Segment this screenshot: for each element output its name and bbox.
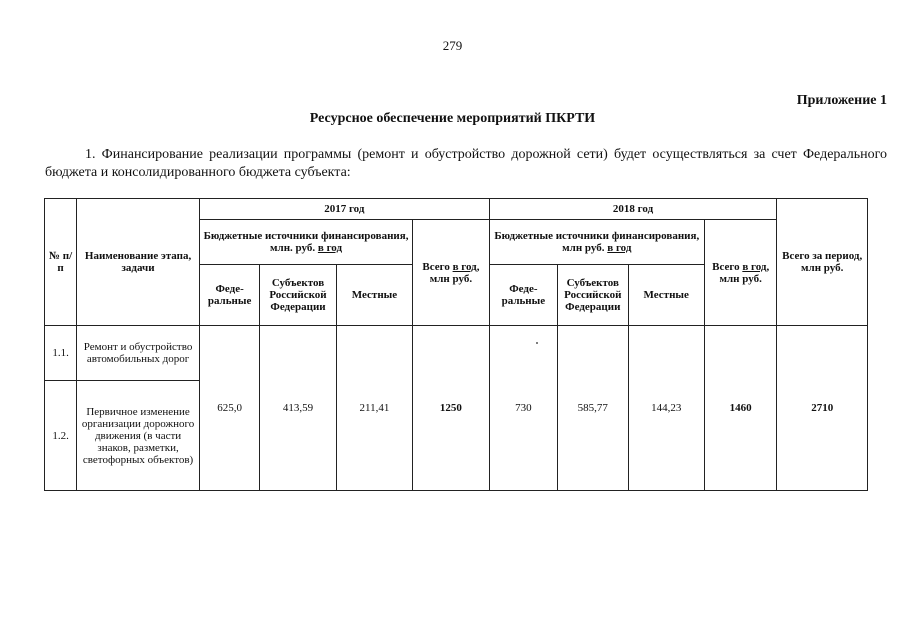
total-2017-unit: млн руб. bbox=[429, 272, 473, 285]
financing-table bbox=[44, 198, 868, 491]
sources-2017-in-year: в год bbox=[317, 242, 343, 254]
col-header-subjects-2018: Субъектов Российской Федерации bbox=[558, 265, 628, 326]
total-2018-prefix: Всего bbox=[712, 260, 740, 273]
sources-2017-text: Бюджетные источники финансирования, млн. руб. bbox=[203, 230, 409, 254]
row-num: 1.2. bbox=[45, 381, 77, 491]
header-row-years bbox=[45, 199, 868, 220]
cell-total-2018: 1460 bbox=[704, 326, 776, 491]
col-header-year-2017: 2017 год bbox=[199, 199, 489, 220]
appendix-label: Приложение 1 bbox=[796, 93, 887, 108]
cell-total-2017: 1250 bbox=[413, 326, 489, 491]
table-row bbox=[45, 326, 868, 381]
total-2018-unit: млн руб. bbox=[719, 272, 762, 285]
sources-2018-in-year: в год bbox=[607, 242, 632, 254]
col-header-local-2017: Местные bbox=[336, 265, 412, 326]
cell-local-2018: 144,23 bbox=[628, 326, 704, 491]
total-2017-prefix: Всего bbox=[422, 260, 450, 273]
row-name: Ремонт и обустройство автомобильных дорог bbox=[77, 326, 200, 381]
col-header-local-2018: Местные bbox=[628, 265, 704, 326]
total-2017-in-year: в год bbox=[452, 260, 477, 273]
scan-speck bbox=[536, 342, 538, 344]
row-num: 1.1. bbox=[45, 326, 77, 381]
col-header-name: Наименование этапа, задачи bbox=[77, 199, 200, 326]
col-header-year-2018: 2018 год bbox=[489, 199, 777, 220]
row-name: Первичное изменение организации дорожного движения (в части знаков, разметки, светофорных объектов) bbox=[77, 381, 200, 491]
col-header-federal-2017: Феде-ральные bbox=[199, 265, 259, 326]
col-header-sources-2017 bbox=[199, 220, 412, 265]
document-title: Ресурсное обеспечение мероприятий ПКРТИ bbox=[309, 111, 596, 126]
page-number: 279 bbox=[442, 38, 463, 53]
col-header-subjects-2017: Субъектов Российской Федерации bbox=[260, 265, 336, 326]
sources-2018-text: Бюджетные источники финансирования, млн руб. bbox=[494, 230, 700, 254]
col-header-total-2018: Всего в год, млн руб. bbox=[704, 220, 776, 326]
col-header-num: № п/п bbox=[45, 199, 77, 326]
cell-subjects-2017: 413,59 bbox=[260, 326, 336, 491]
col-header-federal-2018: Феде-ральные bbox=[489, 265, 557, 326]
cell-subjects-2018: 585,77 bbox=[558, 326, 628, 491]
col-header-total-2017: Всего в год, млн руб. bbox=[413, 220, 489, 326]
intro-paragraph: 1. Финансирование реализации программы (ремонт и обустройство дорожной сети) будет осуществляться за счет Федерального бюджета и консолидированного бюджета субъекта: bbox=[45, 147, 887, 180]
cell-local-2017: 211,41 bbox=[336, 326, 412, 491]
total-2018-in-year: в год bbox=[742, 260, 767, 273]
col-header-period-total: Всего за период, млн руб. bbox=[777, 199, 868, 326]
col-header-sources-2018 bbox=[489, 220, 704, 265]
cell-period-total: 2710 bbox=[777, 326, 868, 491]
cell-federal-2017: 625,0 bbox=[199, 326, 259, 491]
cell-federal-2018: 730 bbox=[489, 326, 557, 491]
